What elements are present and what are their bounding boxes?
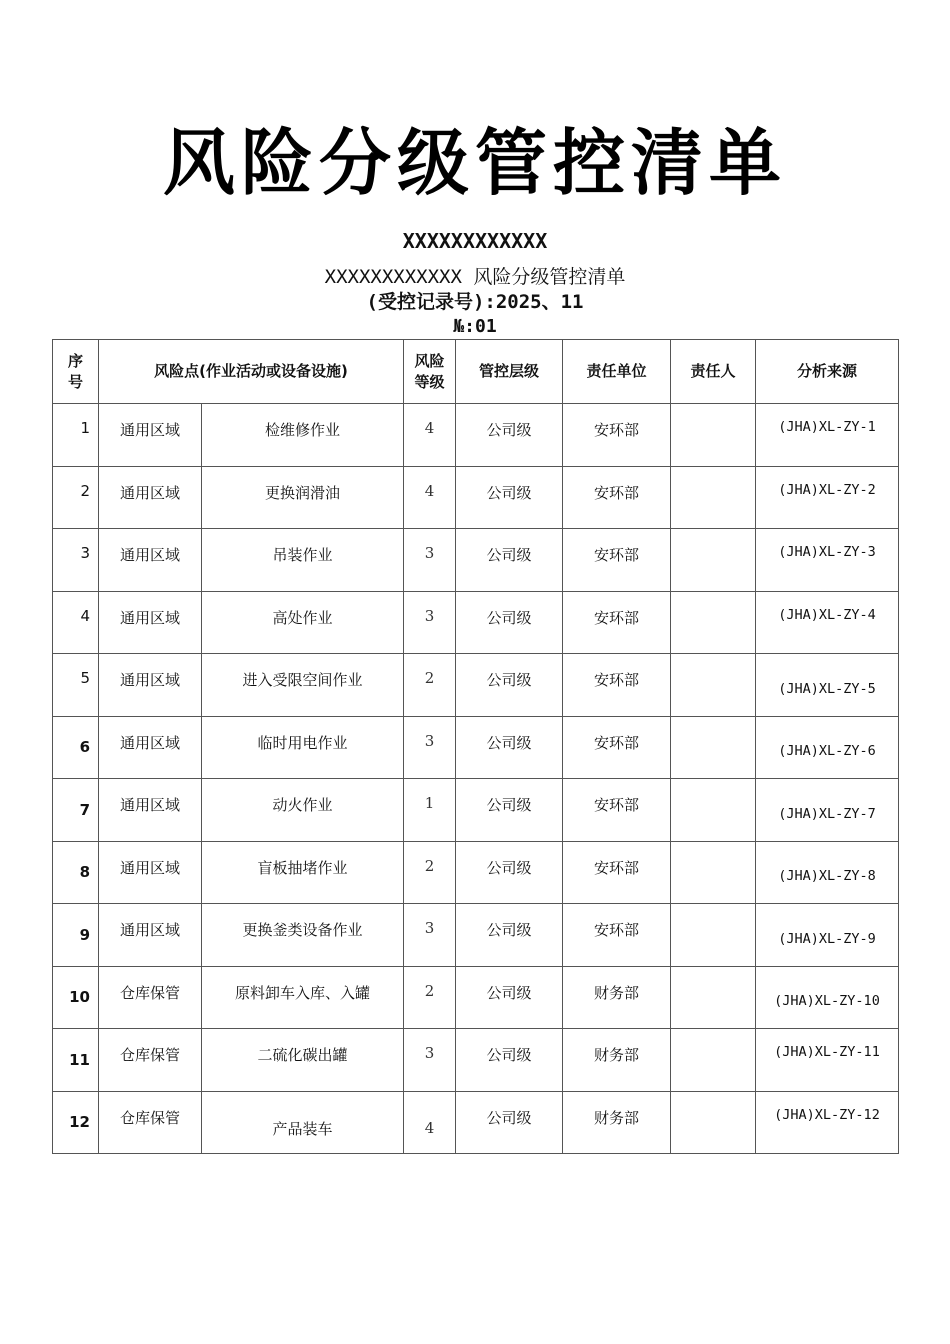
- cell-activity: 动火作业: [202, 779, 404, 842]
- cell-seq: 6: [53, 716, 99, 779]
- cell-responsible-unit: 安环部: [563, 529, 671, 592]
- cell-risk-level: 2: [404, 654, 456, 717]
- cell-responsible-unit: 安环部: [563, 654, 671, 717]
- cell-activity: 更换釜类设备作业: [202, 904, 404, 967]
- cell-analysis-source: (JHA)XL-ZY-2: [756, 466, 899, 529]
- cell-responsible-unit: 财务部: [563, 1091, 671, 1154]
- cell-area: 通用区域: [99, 841, 202, 904]
- cell-analysis-source: (JHA)XL-ZY-7: [756, 779, 899, 842]
- cell-responsible-unit: 财务部: [563, 1029, 671, 1092]
- cell-area: 仓库保管: [99, 1029, 202, 1092]
- cell-control-level: 公司级: [456, 466, 563, 529]
- cell-activity: 原料卸车入库、入罐: [202, 966, 404, 1029]
- cell-control-level: 公司级: [456, 404, 563, 467]
- cell-activity: 检维修作业: [202, 404, 404, 467]
- cell-risk-level: 3: [404, 904, 456, 967]
- cell-seq: 1: [53, 404, 99, 467]
- header-control-level: 管控层级: [456, 340, 563, 404]
- cell-area: 通用区域: [99, 466, 202, 529]
- cell-responsible-person: [671, 466, 756, 529]
- cell-control-level: 公司级: [456, 1029, 563, 1092]
- cell-responsible-unit: 安环部: [563, 716, 671, 779]
- cell-responsible-person: [671, 591, 756, 654]
- cell-analysis-source: (JHA)XL-ZY-8: [756, 841, 899, 904]
- cell-risk-level: 2: [404, 841, 456, 904]
- header-risk-level: 风险 等级: [404, 340, 456, 404]
- cell-analysis-source: (JHA)XL-ZY-10: [756, 966, 899, 1029]
- cell-risk-level: 2: [404, 966, 456, 1029]
- cell-responsible-person: [671, 779, 756, 842]
- cell-control-level: 公司级: [456, 591, 563, 654]
- cell-area: 通用区域: [99, 529, 202, 592]
- cell-responsible-person: [671, 404, 756, 467]
- cell-seq: 10: [53, 966, 99, 1029]
- cell-risk-level: 4: [404, 1091, 456, 1154]
- cell-responsible-unit: 安环部: [563, 404, 671, 467]
- table-row: [53, 904, 899, 967]
- cell-risk-level: 3: [404, 1029, 456, 1092]
- cell-analysis-source: (JHA)XL-ZY-5: [756, 654, 899, 717]
- cell-area: 仓库保管: [99, 1091, 202, 1154]
- cell-activity: 进入受限空间作业: [202, 654, 404, 717]
- cell-analysis-source: (JHA)XL-ZY-1: [756, 404, 899, 467]
- table-row: [53, 716, 899, 779]
- cell-area: 通用区域: [99, 591, 202, 654]
- cell-control-level: 公司级: [456, 529, 563, 592]
- cell-activity: 临时用电作业: [202, 716, 404, 779]
- cell-risk-level: 1: [404, 779, 456, 842]
- table-row: [53, 1029, 899, 1092]
- document-subtitle: XXXXXXXXXXXX 风险分级管控清单: [324, 266, 626, 288]
- cell-control-level: 公司级: [456, 654, 563, 717]
- cell-activity: 更换润滑油: [202, 466, 404, 529]
- document-title: 风险分级管控清单: [162, 120, 787, 205]
- cell-control-level: 公司级: [456, 904, 563, 967]
- cell-activity: 吊装作业: [202, 529, 404, 592]
- cell-control-level: 公司级: [456, 779, 563, 842]
- cell-control-level: 公司级: [456, 1091, 563, 1154]
- header-risk-point: 风险点(作业活动或设备设施): [99, 340, 404, 404]
- cell-activity: 高处作业: [202, 591, 404, 654]
- document-number: №:01: [453, 316, 497, 337]
- cell-analysis-source: (JHA)XL-ZY-6: [756, 716, 899, 779]
- cell-responsible-person: [671, 1029, 756, 1092]
- cell-control-level: 公司级: [456, 841, 563, 904]
- cell-activity: 产品装车: [202, 1091, 404, 1154]
- cell-responsible-person: [671, 654, 756, 717]
- table-row: [53, 466, 899, 529]
- table-row: [53, 529, 899, 592]
- header-analysis-source: 分析来源: [756, 340, 899, 404]
- cell-analysis-source: (JHA)XL-ZY-9: [756, 904, 899, 967]
- table-row: [53, 779, 899, 842]
- cell-analysis-source: (JHA)XL-ZY-12: [756, 1091, 899, 1154]
- cell-responsible-unit: 安环部: [563, 904, 671, 967]
- cell-seq: 8: [53, 841, 99, 904]
- cell-responsible-unit: 财务部: [563, 966, 671, 1029]
- header-responsible-person: 责任人: [671, 340, 756, 404]
- cell-activity: 二硫化碳出罐: [202, 1029, 404, 1092]
- cell-analysis-source: (JHA)XL-ZY-4: [756, 591, 899, 654]
- cell-control-level: 公司级: [456, 966, 563, 1029]
- risk-control-table: [52, 339, 899, 1154]
- cell-responsible-person: [671, 1091, 756, 1154]
- cell-area: 仓库保管: [99, 966, 202, 1029]
- cell-seq: 11: [53, 1029, 99, 1092]
- cell-risk-level: 3: [404, 716, 456, 779]
- record-number: (受控记录号):2025、11: [366, 291, 584, 313]
- cell-seq: 12: [53, 1091, 99, 1154]
- cell-responsible-person: [671, 529, 756, 592]
- cell-risk-level: 3: [404, 591, 456, 654]
- cell-area: 通用区域: [99, 654, 202, 717]
- cell-responsible-person: [671, 841, 756, 904]
- cell-responsible-person: [671, 966, 756, 1029]
- cell-seq: 3: [53, 529, 99, 592]
- table-row: [53, 841, 899, 904]
- cell-area: 通用区域: [99, 716, 202, 779]
- table-row: [53, 966, 899, 1029]
- cell-area: 通用区域: [99, 904, 202, 967]
- cell-responsible-unit: 安环部: [563, 779, 671, 842]
- cell-seq: 9: [53, 904, 99, 967]
- table-row: [53, 591, 899, 654]
- cell-seq: 4: [53, 591, 99, 654]
- cell-area: 通用区域: [99, 779, 202, 842]
- cell-risk-level: 4: [404, 404, 456, 467]
- cell-responsible-unit: 安环部: [563, 466, 671, 529]
- cell-seq: 7: [53, 779, 99, 842]
- cell-responsible-person: [671, 904, 756, 967]
- header-seq: 序 号: [53, 340, 99, 404]
- cell-area: 通用区域: [99, 404, 202, 467]
- cell-responsible-person: [671, 716, 756, 779]
- cell-risk-level: 3: [404, 529, 456, 592]
- cell-responsible-unit: 安环部: [563, 841, 671, 904]
- company-name: XXXXXXXXXXXX: [402, 229, 548, 253]
- cell-control-level: 公司级: [456, 716, 563, 779]
- cell-seq: 2: [53, 466, 99, 529]
- cell-risk-level: 4: [404, 466, 456, 529]
- cell-responsible-unit: 安环部: [563, 591, 671, 654]
- cell-seq: 5: [53, 654, 99, 717]
- cell-activity: 盲板抽堵作业: [202, 841, 404, 904]
- table-row: [53, 654, 899, 717]
- table-row: [53, 1091, 899, 1154]
- cell-analysis-source: (JHA)XL-ZY-11: [756, 1029, 899, 1092]
- table-row: [53, 404, 899, 467]
- cell-analysis-source: (JHA)XL-ZY-3: [756, 529, 899, 592]
- header-responsible-unit: 责任单位: [563, 340, 671, 404]
- table-header-row: [53, 340, 899, 404]
